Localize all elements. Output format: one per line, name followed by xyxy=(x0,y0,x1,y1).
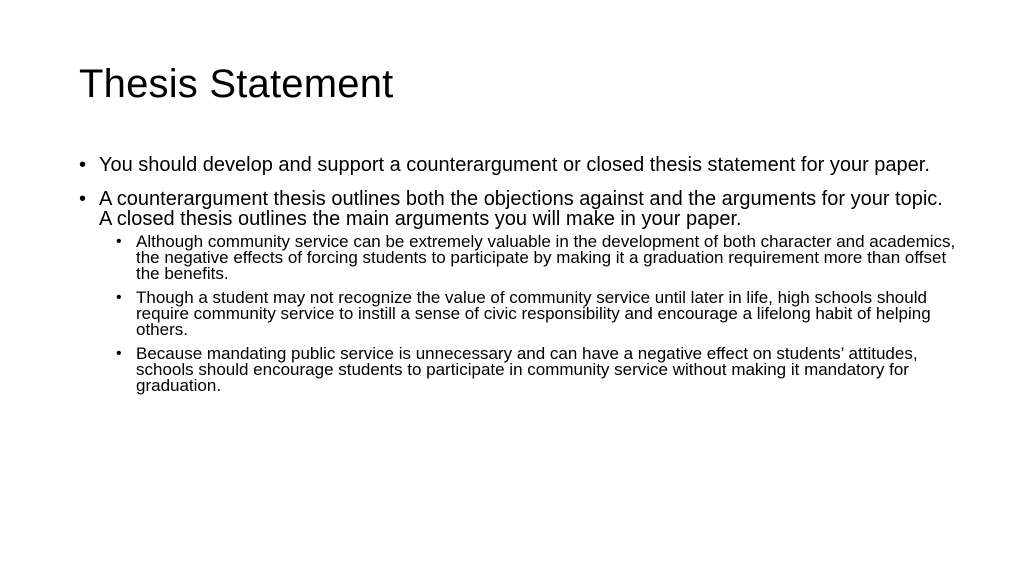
bullet-item xyxy=(79,189,959,229)
slide-title: Thesis Statement xyxy=(79,62,394,106)
sub-bullet-text: Because mandating public service is unnecessary and can have a negative effect on students’ attitudes, schools should encourage students to participate in community service without making it mandatory for graduation. xyxy=(136,344,918,395)
sub-bullet-dot-icon: • xyxy=(116,233,122,250)
bullet-item xyxy=(79,155,959,175)
bullet-text: You should develop and support a counterargument or closed thesis statement for your paper. xyxy=(99,154,930,176)
slide-content xyxy=(79,155,959,402)
sub-bullet-dot-icon: • xyxy=(116,345,122,362)
bullet-dot-icon: • xyxy=(79,154,87,176)
sub-bullet-item xyxy=(116,346,959,394)
sub-bullet-item xyxy=(116,234,959,282)
sub-bullet-list xyxy=(116,234,959,394)
sub-bullet-item xyxy=(116,290,959,338)
sub-bullet-text: Though a student may not recognize the value of community service until later in life, high schools should require community service to instill a sense of civic responsibility and encourage a lifelong habit of helping others. xyxy=(136,288,931,339)
bullet-dot-icon: • xyxy=(79,188,87,210)
sub-bullet-dot-icon: • xyxy=(116,289,122,306)
bullet-text: A counterargument thesis outlines both the objections against and the arguments for your topic. A closed thesis outlines the main arguments you will make in your paper. xyxy=(99,188,943,230)
sub-bullet-text: Although community service can be extremely valuable in the development of both character and academics, the negative effects of forcing students to participate by making it a graduation requirement more than offset the benefits. xyxy=(136,232,956,283)
